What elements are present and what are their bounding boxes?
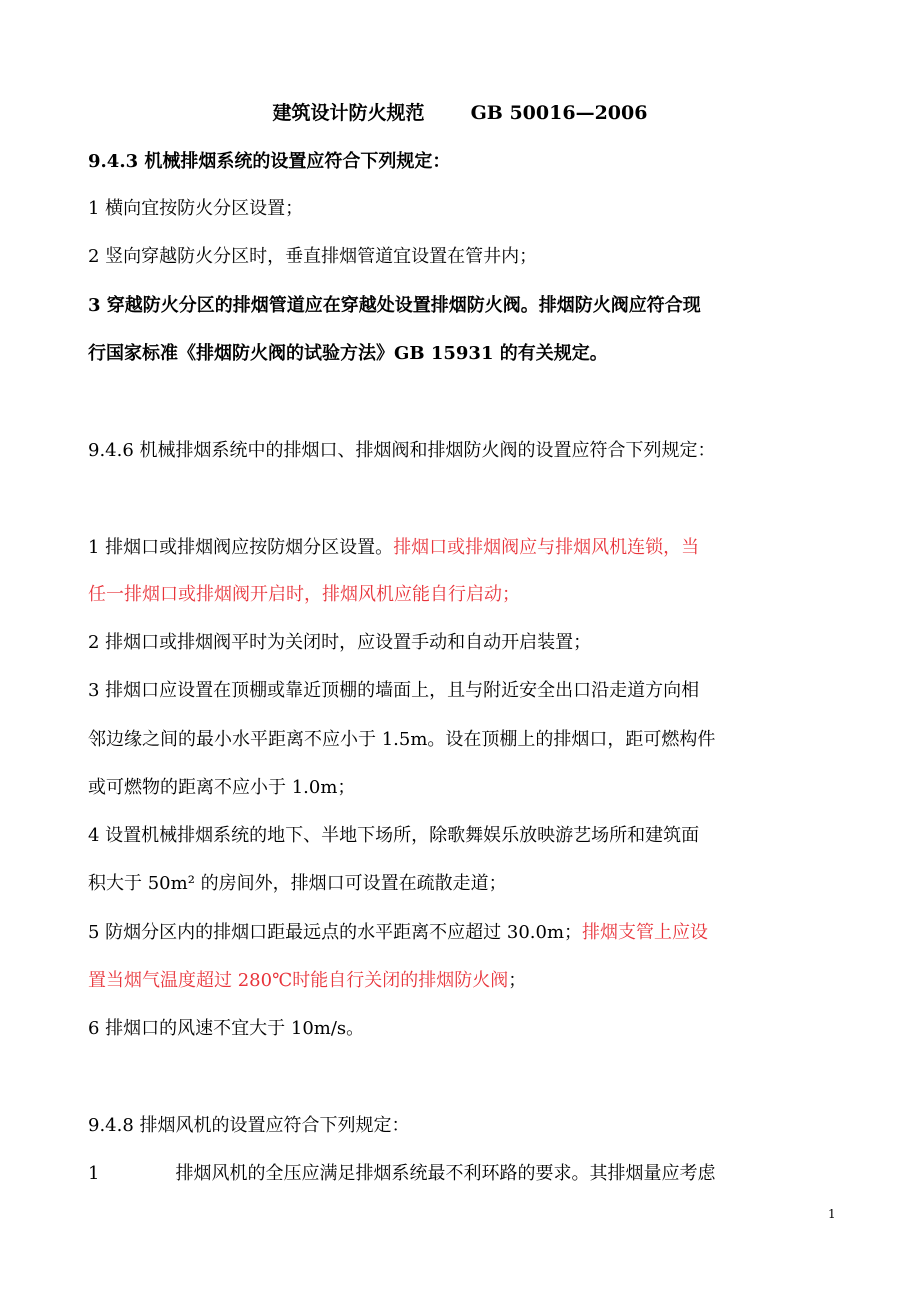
section-948-item-1 [88,1159,715,1189]
item-5-highlight: 排烟支管上应设 [582,922,709,943]
item-1-text: 1 排烟口或排烟阀应按防烟分区设置。 [88,537,394,558]
standard-name: 建筑设计防火规范 [272,102,425,124]
section-943-item-3-line-2: 行国家标准《排烟防火阀的试验方法》GB 15931 的有关规定。 [88,343,608,364]
page-number: 1 [828,1207,836,1221]
section-943-item-1: 1 横向宜按防火分区设置； [88,198,304,219]
section-946-item-6: 6 排烟口的风速不宜大于 10m/s。 [88,1018,365,1039]
item-5-end: ； [508,970,527,991]
section-946-item-3-line-3: 或可燃物的距离不应小于 1.0m； [88,777,356,798]
section-948-heading: 9.4.8 排烟风机的设置应符合下列规定： [88,1115,410,1136]
standard-code: GB 50016—2006 [470,102,648,124]
section-946-item-1-line-2: 任一排烟口或排烟阀开启时，排烟风机应能自行启动； [88,584,520,605]
section-946-heading: 9.4.6 机械排烟系统中的排烟口、排烟阀和排烟防火阀的设置应符合下列规定： [88,440,716,461]
section-946-item-5-line-2 [88,966,526,996]
section-946-item-4-line-2: 积大于 50m² 的房间外，排烟口可设置在疏散走道； [88,873,507,894]
section-943-item-3-line-1: 3 穿越防火分区的排烟管道应在穿越处设置排烟防火阀。排烟防火阀应符合现 [88,295,701,316]
section-946-item-2: 2 排烟口或排烟阀平时为关闭时，应设置手动和自动开启装置； [88,632,592,653]
item-number: 1 [88,1163,100,1184]
section-943-heading: 9.4.3 机械排烟系统的设置应符合下列规定： [88,151,451,172]
section-946-item-1-line-1 [88,533,699,563]
section-943-item-2: 2 竖向穿越防火分区时，垂直排烟管道宜设置在管井内； [88,246,538,267]
document-title [0,98,920,125]
item-5-highlight-cont: 置当烟气温度超过 280℃时能自行关闭的排烟防火阀 [88,970,509,991]
section-946-item-5-line-1 [88,918,708,948]
section-946-item-4-line-1: 4 设置机械排烟系统的地下、半地下场所，除歌舞娱乐放映游艺场所和建筑面 [88,825,700,846]
section-946-item-3-line-1: 3 排烟口应设置在顶棚或靠近顶棚的墙面上，且与附近安全出口沿走道方向相 [88,680,700,701]
item-text: 排烟风机的全压应满足排烟系统最不利环路的要求。其排烟量应考虑 [175,1163,716,1184]
item-1-highlight: 排烟口或排烟阀应与排烟风机连锁，当 [393,537,700,558]
section-946-item-3-line-2: 邻边缘之间的最小水平距离不应小于 1.5m。设在顶棚上的排烟口，距可燃构件 [88,729,716,750]
item-5-text: 5 防烟分区内的排烟口距最远点的水平距离不应超过 30.0m； [88,922,583,943]
